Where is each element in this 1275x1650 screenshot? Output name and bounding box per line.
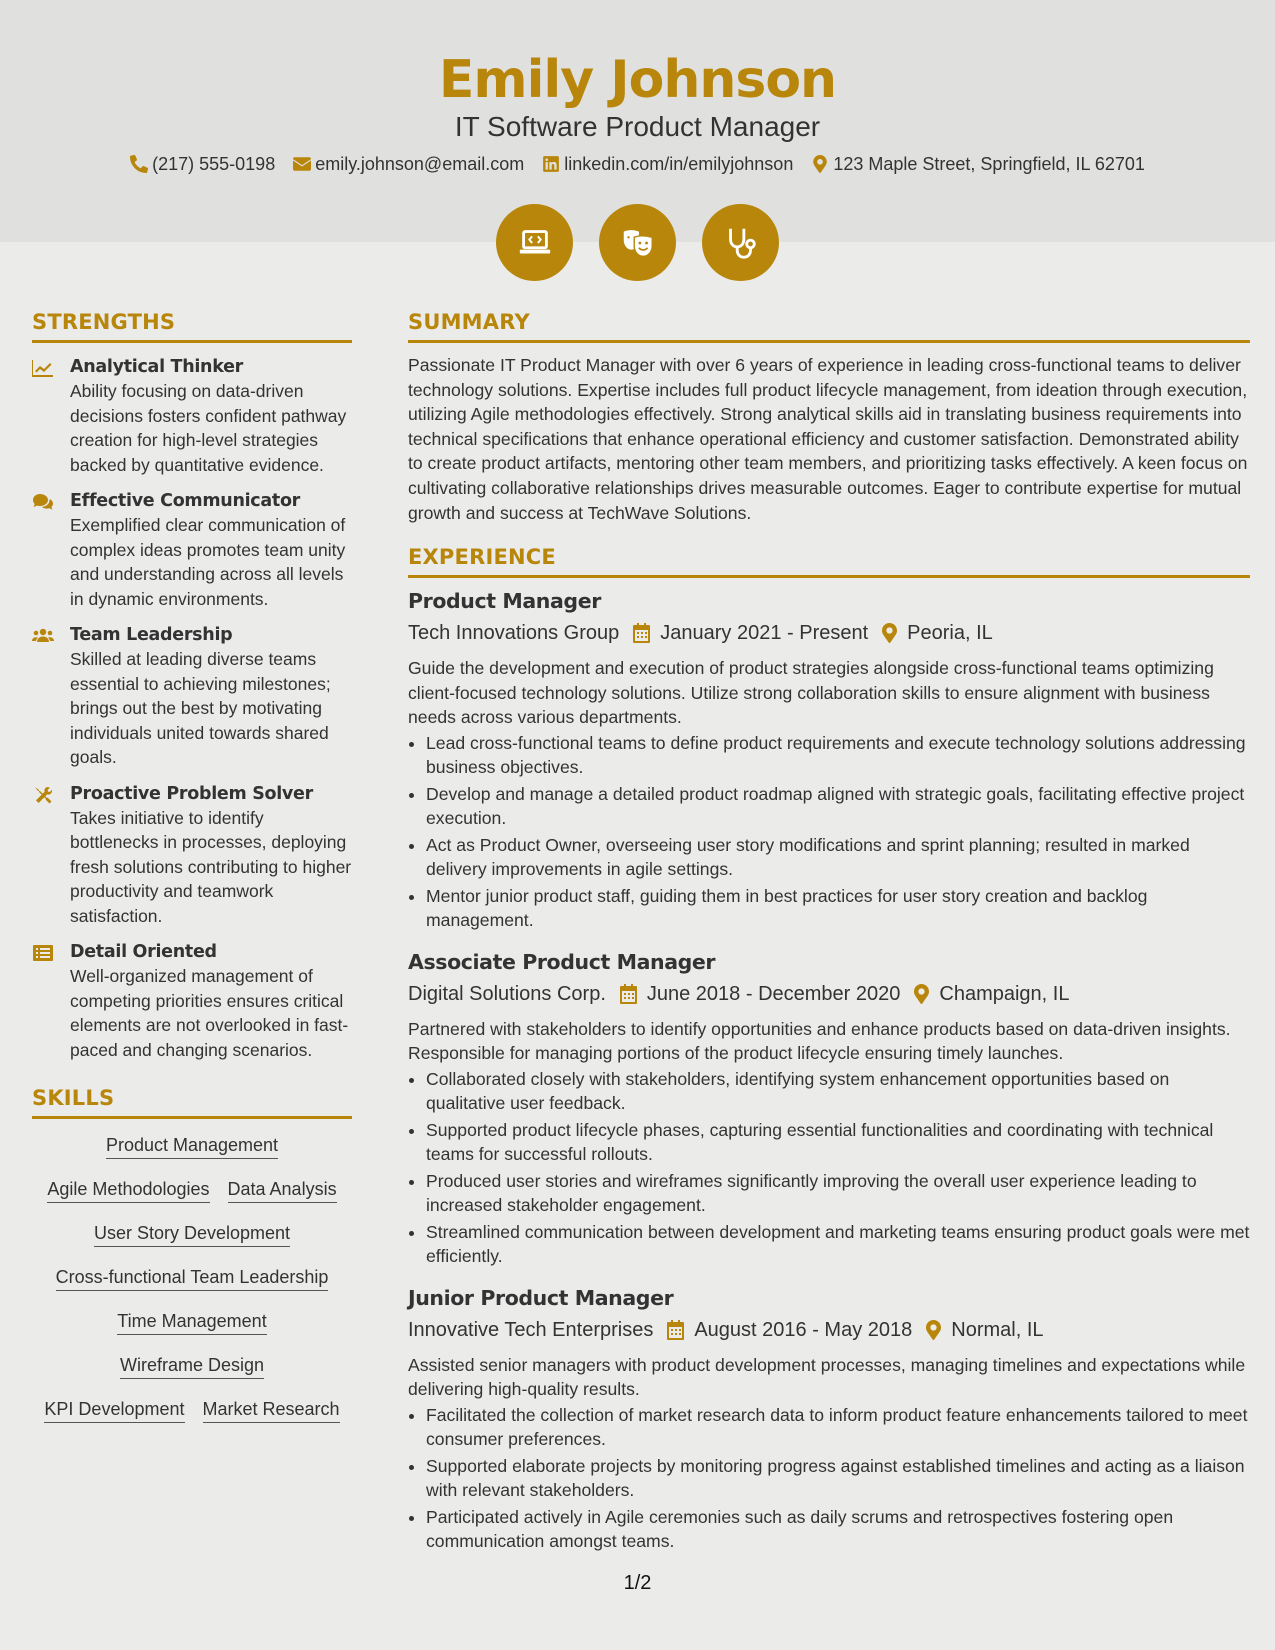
job-meta <box>408 618 1250 648</box>
strength-desc: Takes initiative to identify bottlenecks in processes, deploying fresh solutions contributing to higher productivity and teamwork satisfaction. <box>70 807 352 926</box>
skill-tag: User Story Development <box>94 1221 290 1247</box>
interest-badges <box>0 204 1275 281</box>
candidate-title: IT Software Product Manager <box>454 111 821 142</box>
skill-tag: Product Management <box>106 1133 278 1159</box>
badge-stethoscope <box>702 204 779 281</box>
job-entry <box>408 1283 1250 1554</box>
summary-text: Passionate IT Product Manager with over 6 years of experience in leading cross-functional teams to deliver technology solutions. Expertise includes full product lifecycle management, from ideation through execution, utilizing Agile methodologies effectively. Strong analytical skills aid in translating business requirements into technical specifications that enhance operational efficiency and customer satisfaction. Demonstrated ability to create product artifacts, mentoring other team members, and prioritizing tasks effectively. A keen focus on cultivating collaborative relationships drives measurable outcomes. Eager to contribute expertise for mutual growth and success at TechWave Solutions. <box>408 355 1248 523</box>
job-bullet: • Develop and manage a detailed product roadmap aligned with strategic goals, facilitating effective project execution. <box>426 782 1250 831</box>
strength-item <box>32 355 352 477</box>
page-number: 1/2 <box>623 1572 652 1594</box>
job-location: Normal, IL <box>951 1318 1044 1341</box>
comments-icon <box>32 493 54 511</box>
job-entry <box>408 586 1250 933</box>
job-company: Tech Innovations Group <box>408 622 620 645</box>
laptop-code-icon <box>516 224 554 262</box>
skill-tag: Wireframe Design <box>120 1353 264 1379</box>
summary-heading: SUMMARY <box>408 308 1250 343</box>
job-location: Champaign, IL <box>939 982 1070 1005</box>
job-bullet: • Collaborated closely with stakeholders, identifying system enhancement opportunities based on qualitative user feedback. <box>426 1067 1250 1116</box>
skills-heading: SKILLS <box>32 1084 352 1119</box>
job-description: Partnered with stakeholders to identify opportunities and enhance products based on data-driven insights. Responsible for managing portions of the product lifecycle ensuring timely launches. <box>408 1018 1231 1064</box>
job-bullets <box>408 1403 1250 1554</box>
job-role: Junior Product Manager <box>408 1285 674 1310</box>
job-role: Associate Product Manager <box>408 949 716 974</box>
strength-desc: Skilled at leading diverse teams essential to achieving milestones; brings out the best by motivating individuals united towards shared goals. <box>70 649 331 767</box>
map-marker-icon <box>882 623 897 643</box>
skill-tag: Data Analysis <box>228 1177 337 1203</box>
job-bullet: • Supported product lifecycle phases, capturing essential functionalities and coordinating with technical teams for successful rollouts. <box>426 1118 1250 1167</box>
skill-tag: Market Research <box>203 1397 340 1423</box>
users-icon <box>32 627 54 645</box>
job-bullet: • Facilitated the collection of market research data to inform product feature enhancements tailored to meet consumer preferences. <box>426 1403 1250 1452</box>
address-text: 123 Maple Street, Springfield, IL 62701 <box>833 154 1145 174</box>
map-marker-icon <box>914 984 929 1004</box>
calendar-icon <box>633 623 650 643</box>
map-marker-icon <box>926 1320 941 1340</box>
job-location: Peoria, IL <box>907 622 993 645</box>
skill-tag: Time Management <box>117 1309 266 1335</box>
strength-desc: Well-organized management of competing priorities ensures critical elements are not overlooked in fast-paced and changing scenarios. <box>70 966 349 1060</box>
strengths-heading: STRENGTHS <box>32 308 352 343</box>
badge-laptop <box>496 204 573 281</box>
job-dates: June 2018 - December 2020 <box>646 982 901 1005</box>
calendar-icon <box>667 1320 684 1340</box>
list-alt-icon <box>32 944 54 962</box>
job-bullet: • Produced user stories and wireframes significantly improving the overall user experience leading to increased stakeholder engagement. <box>426 1169 1250 1218</box>
job-bullets <box>408 731 1250 933</box>
job-meta <box>408 979 1250 1009</box>
strength-item <box>32 623 352 770</box>
strength-name: Proactive Problem Solver <box>70 783 313 804</box>
contact-email[interactable] <box>293 152 524 176</box>
contact-phone[interactable] <box>130 152 275 176</box>
phone-text: (217) 555-0198 <box>152 154 276 174</box>
calendar-icon <box>620 984 637 1004</box>
strength-name: Analytical Thinker <box>70 357 243 377</box>
job-bullet: • Lead cross-functional teams to define product requirements and execute technology solutions addressing business objectives. <box>426 731 1250 780</box>
stethoscope-icon <box>722 224 760 262</box>
strength-item <box>32 489 352 611</box>
badge-theater <box>599 204 676 281</box>
job-bullet: • Act as Product Owner, overseeing user story modifications and sprint planning; resulted in marked delivery improvements in agile settings. <box>426 833 1250 882</box>
skill-tag: Cross-functional Team Leadership <box>56 1265 329 1291</box>
left-column <box>32 308 352 1423</box>
job-role: Product Manager <box>408 589 601 614</box>
job-bullets <box>408 1067 1250 1269</box>
job-entry <box>408 947 1250 1269</box>
strength-item <box>32 940 352 1062</box>
strength-desc: Ability focusing on data-driven decisions fosters confident pathway creation for high-level strategies backed by quantitative evidence. <box>70 381 347 475</box>
phone-icon <box>130 155 148 173</box>
contact-address <box>811 152 1145 176</box>
map-marker-icon <box>811 155 829 173</box>
linkedin-icon <box>542 155 560 173</box>
right-column <box>408 308 1250 1556</box>
contact-linkedin[interactable] <box>542 152 793 176</box>
skill-tag: KPI Development <box>44 1397 184 1423</box>
job-dates: January 2021 - Present <box>660 622 869 645</box>
job-bullet: • Participated actively in Agile ceremonies such as daily scrums and retrospectives fostering open communication amongst teams. <box>426 1505 1250 1554</box>
strength-desc: Exemplified clear communication of complex ideas promotes team unity and understanding across all levels in dynamic environments. <box>70 515 346 609</box>
chart-line-icon <box>32 359 54 377</box>
job-dates: August 2016 - May 2018 <box>694 1318 913 1341</box>
theater-masks-icon <box>619 224 657 262</box>
experience-heading: EXPERIENCE <box>408 543 1250 578</box>
contact-bar <box>0 152 1275 176</box>
job-description: Guide the development and execution of product strategies alongside cross-functional teams optimizing client-focused technology solutions. Utilize strong collaboration skills to ensure alignment with business needs across various departments. <box>408 658 1214 728</box>
strength-item <box>32 782 352 929</box>
skill-tag: Agile Methodologies <box>47 1177 209 1203</box>
job-bullet: • Mentor junior product staff, guiding them in best practices for user story creation and backlog management. <box>426 884 1250 933</box>
tools-icon <box>32 786 54 804</box>
job-description: Assisted senior managers with product development processes, managing timelines and expectations while delivering high-quality results. <box>408 1354 1246 1400</box>
job-bullet: • Streamlined communication between development and marketing teams ensuring product goals were met efficiently. <box>426 1220 1250 1269</box>
email-text: emily.johnson@email.com <box>315 154 525 174</box>
job-company: Digital Solutions Corp. <box>408 982 606 1005</box>
envelope-icon <box>293 155 311 173</box>
skills-list <box>32 1133 352 1423</box>
job-company: Innovative Tech Enterprises <box>408 1318 654 1341</box>
candidate-name: Emily Johnson <box>438 50 837 110</box>
strength-name: Team Leadership <box>70 625 233 645</box>
job-meta <box>408 1315 1250 1345</box>
job-bullet: • Supported elaborate projects by monitoring progress against established timelines and acting as a liaison with relevant stakeholders. <box>426 1454 1250 1503</box>
linkedin-text: linkedin.com/in/emilyjohnson <box>564 154 794 174</box>
strength-name: Detail Oriented <box>70 942 217 962</box>
strength-name: Effective Communicator <box>70 491 301 511</box>
